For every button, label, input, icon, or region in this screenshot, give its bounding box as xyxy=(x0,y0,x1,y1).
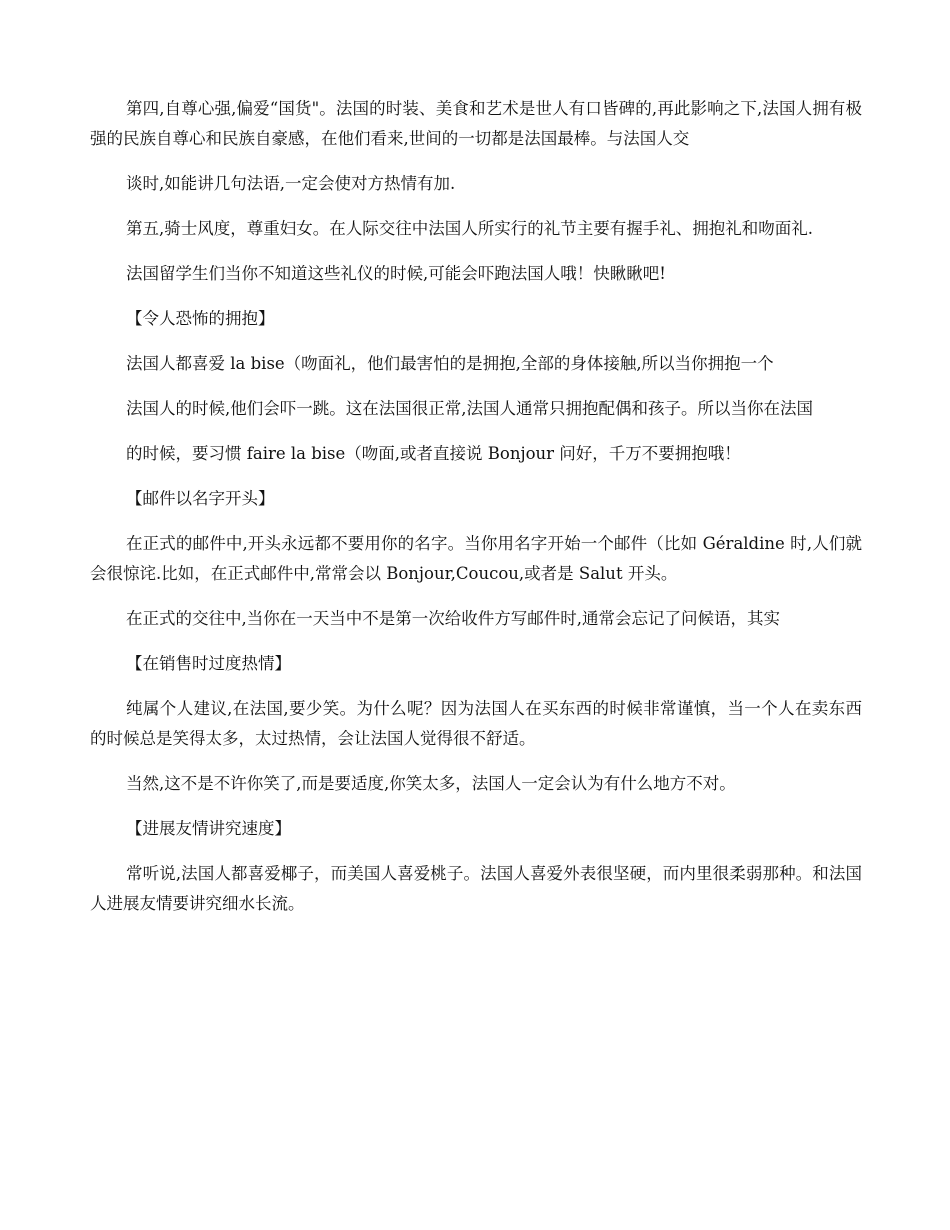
document-body xyxy=(90,94,862,934)
paragraph: 在正式的邮件中,开头永远都不要用你的名字。当你用名字开始一个邮件（比如 Géraldine 时,人们就会很惊诧.比如，在正式邮件中,常常会以 Bonjour,Coucou,或者是 Salut 开头。 xyxy=(90,534,862,583)
paragraph: 在正式的交往中,当你在一天当中不是第一次给收件方写邮件时,通常会忘记了问候语，其实 xyxy=(126,609,780,628)
paragraph: 谈时,如能讲几句法语,一定会使对方热情有加. xyxy=(126,174,456,193)
section-heading: 【令人恐怖的拥抱】 xyxy=(126,309,275,328)
paragraph: 第四,自尊心强,偏爱“国货"。法国的时装、美食和艺术是世人有口皆碑的,再此影响之下,法国人拥有极强的民族自尊心和民族自豪感，在他们看来,世间的一切都是法国最棒。与法国人交 xyxy=(90,99,862,148)
paragraph: 第五,骑士风度，尊重妇女。在人际交往中法国人所实行的礼节主要有握手礼、拥抱礼和吻面礼. xyxy=(126,219,813,238)
paragraph: 常听说,法国人都喜爱椰子，而美国人喜爱桃子。法国人喜爱外表很坚硬，而内里很柔弱那种。和法国人进展友情要讲究细水长流。 xyxy=(90,864,862,913)
section-heading: 【在销售时过度热情】 xyxy=(126,654,291,673)
paragraph: 法国人的时候,他们会吓一跳。这在法国很正常,法国人通常只拥抱配偶和孩子。所以当你在法国 xyxy=(126,399,813,418)
paragraph: 法国留学生们当你不知道这些礼仪的时候,可能会吓跑法国人哦！快瞅瞅吧! xyxy=(126,264,666,283)
section-heading: 【进展友情讲究速度】 xyxy=(126,819,291,838)
paragraph: 纯属个人建议,在法国,要少笑。为什么呢？因为法国人在买东西的时候非常谨慎，当一个人在卖东西的时候总是笑得太多，太过热情，会让法国人觉得很不舒适。 xyxy=(90,699,862,748)
paragraph: 当然,这不是不许你笑了,而是要适度,你笑太多，法国人一定会认为有什么地方不对。 xyxy=(126,774,736,793)
section-heading: 【邮件以名字开头】 xyxy=(126,489,275,508)
paragraph: 的时候，要习惯 faire la bise（吻面,或者直接说 Bonjour 问好，千万不要拥抱哦！ xyxy=(126,444,741,463)
paragraph: 法国人都喜爱 la bise（吻面礼，他们最害怕的是拥抱,全部的身体接触,所以当你拥抱一个 xyxy=(126,354,774,373)
